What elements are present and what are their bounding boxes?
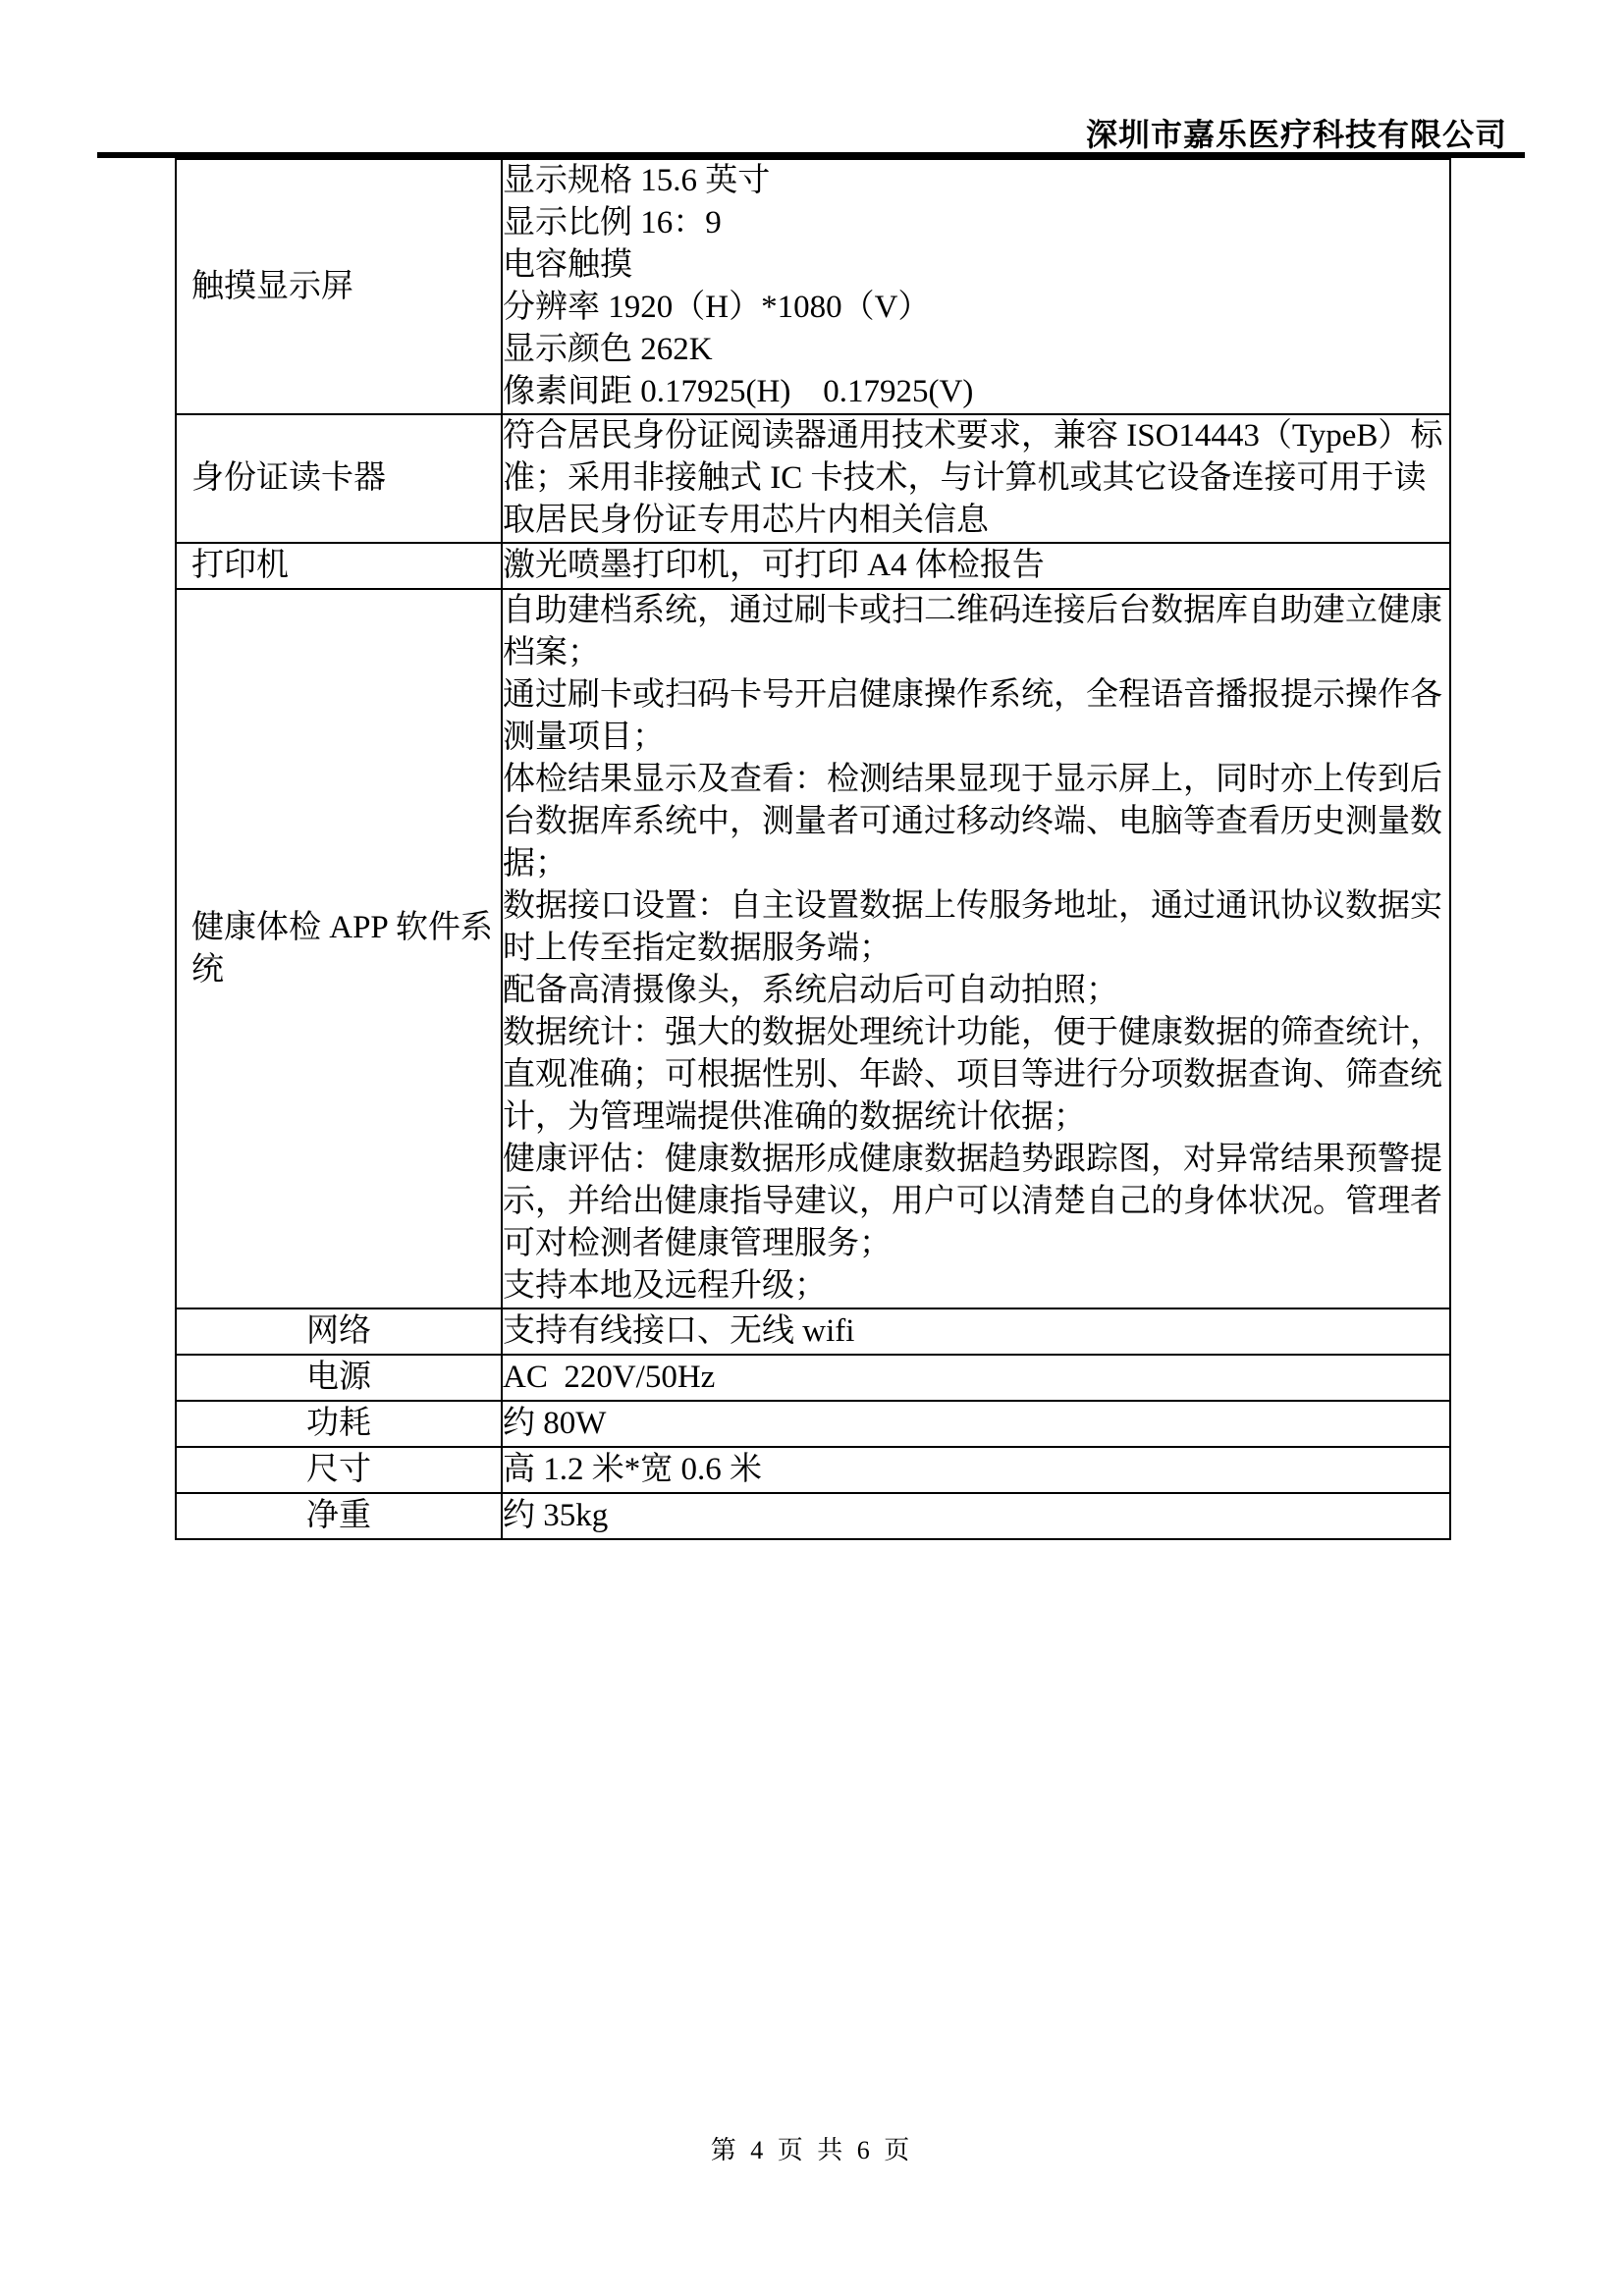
content-line: 档案； — [503, 635, 600, 670]
row-label: 电源 — [176, 1355, 502, 1401]
row-label: 净重 — [176, 1493, 502, 1539]
content-line: 像素间距 0.17925(H) 0.17925(V) — [503, 374, 974, 409]
row-content — [502, 1447, 1450, 1493]
content-line: 约 35kg — [503, 1498, 609, 1533]
content-line: 数据接口设置：自主设置数据上传服务地址，通过通讯协议数据实 — [503, 888, 1442, 924]
row-label: 尺寸 — [176, 1447, 502, 1493]
table-row — [176, 543, 1450, 589]
table-row — [176, 1447, 1450, 1493]
row-label: 打印机 — [176, 543, 502, 589]
table-row — [176, 159, 1450, 414]
content-line: 准；采用非接触式 IC 卡技术，与计算机或其它设备连接可用于读 — [503, 460, 1427, 496]
content-line: 可对检测者健康管理服务； — [503, 1226, 892, 1261]
table-row — [176, 414, 1450, 543]
content-line: 支持本地及远程升级； — [503, 1268, 827, 1304]
content-line: 高 1.2 米*宽 0.6 米 — [503, 1452, 762, 1487]
table-row — [176, 1493, 1450, 1539]
table-row — [176, 1355, 1450, 1401]
content-line: 显示颜色 262K — [503, 332, 713, 367]
row-content — [502, 1493, 1450, 1539]
content-line: 健康评估：健康数据形成健康数据趋势跟踪图，对异常结果预警提 — [503, 1142, 1442, 1177]
row-content — [502, 414, 1450, 543]
content-line: 配备高清摄像头，系统启动后可自动拍照； — [503, 973, 1118, 1008]
row-content — [502, 543, 1450, 589]
row-label: 功耗 — [176, 1401, 502, 1447]
table-row — [176, 1308, 1450, 1355]
content-line: 分辨率 1920（H）*1080（V） — [503, 290, 931, 325]
content-line: 显示规格 15.6 英寸 — [503, 163, 771, 198]
content-line: 自助建档系统，通过刷卡或扫二维码连接后台数据库自助建立健康 — [503, 593, 1442, 628]
content-line: 示，并给出健康指导建议，用户可以清楚自己的身体状况。管理者 — [503, 1184, 1442, 1219]
content-line: 据； — [503, 846, 568, 881]
content-line: 取居民身份证专用芯片内相关信息 — [503, 503, 989, 538]
content-line: 体检结果显示及查看：检测结果显现于显示屏上，同时亦上传到后 — [503, 762, 1442, 797]
spec-table-body — [176, 159, 1450, 1539]
row-label: 身份证读卡器 — [176, 414, 502, 543]
table-row — [176, 1401, 1450, 1447]
row-label: 健康体检 APP 软件系统 — [176, 589, 502, 1308]
content-line: 约 80W — [503, 1406, 607, 1441]
row-content — [502, 1401, 1450, 1447]
row-label: 网络 — [176, 1308, 502, 1355]
content-line: 测量项目； — [503, 720, 665, 755]
content-line: 直观准确；可根据性别、年龄、项目等进行分项数据查询、筛查统 — [503, 1057, 1442, 1093]
row-content — [502, 1308, 1450, 1355]
row-content — [502, 159, 1450, 414]
content-line: 符合居民身份证阅读器通用技术要求，兼容 ISO14443（TypeB）标 — [503, 418, 1443, 454]
page-number: 第 4 页 共 6 页 — [710, 2136, 914, 2164]
content-line: 数据统计：强大的数据处理统计功能，便于健康数据的筛查统计， — [503, 1015, 1442, 1050]
content-line: 显示比例 16：9 — [503, 205, 722, 240]
content-line: 激光喷墨打印机，可打印 A4 体检报告 — [503, 548, 1045, 583]
row-content — [502, 589, 1450, 1308]
spec-table — [175, 158, 1451, 1540]
content-line: 通过刷卡或扫码卡号开启健康操作系统，全程语音播报提示操作各 — [503, 677, 1442, 713]
content-line: AC 220V/50Hz — [503, 1360, 716, 1395]
content-line: 电容触摸 — [503, 247, 632, 283]
content-line: 时上传至指定数据服务端； — [503, 931, 892, 966]
content-line: 台数据库系统中，测量者可通过移动终端、电脑等查看历史测量数 — [503, 804, 1442, 839]
content-line: 支持有线接口、无线 wifi — [503, 1313, 855, 1349]
row-label: 触摸显示屏 — [176, 159, 502, 414]
company-name: 深圳市嘉乐医疗科技有限公司 — [1085, 117, 1507, 152]
content-line: 计，为管理端提供准确的数据统计依据； — [503, 1099, 1086, 1135]
row-content — [502, 1355, 1450, 1401]
table-row — [176, 589, 1450, 1308]
